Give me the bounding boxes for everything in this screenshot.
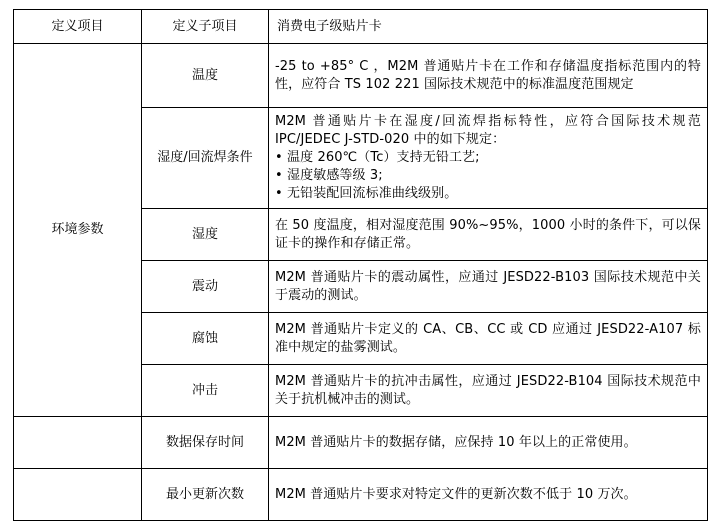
desc-temperature: -25 to +85° C ，M2M 普通贴片卡在工作和存储温度指标范围内的特性，应符合 TS 102 221 国际技术规范中的标准温度范围规定 bbox=[269, 44, 708, 108]
header-col-product: 消费电子级贴片卡 bbox=[269, 10, 708, 44]
group-label-environment: 环境参数 bbox=[14, 44, 142, 417]
desc-data-retention: M2M 普通贴片卡的数据存储，应保持 10 年以上的正常使用。 bbox=[269, 417, 708, 469]
sub-item-vibration: 震动 bbox=[142, 261, 269, 313]
sub-item-shock: 冲击 bbox=[142, 365, 269, 417]
empty-cell bbox=[14, 417, 142, 469]
sub-item-humidity: 湿度 bbox=[142, 209, 269, 261]
reflow-bullet: • 温度 260℃（Tc）支持无铅工艺; bbox=[275, 149, 701, 167]
header-row bbox=[14, 10, 708, 44]
sub-item-temperature: 温度 bbox=[142, 44, 269, 108]
desc-min-updates: M2M 普通贴片卡要求对特定文件的更新次数不低于 10 万次。 bbox=[269, 469, 708, 521]
desc-vibration: M2M 普通贴片卡的震动属性，应通过 JESD22-B103 国际技术规范中关于震动的测试。 bbox=[269, 261, 708, 313]
desc-corrosion: M2M 普通贴片卡定义的 CA、CB、CC 或 CD 应通过 JESD22-A107 标准中规定的盐雾测试。 bbox=[269, 313, 708, 365]
table-row bbox=[14, 44, 708, 108]
sub-item-min-updates: 最小更新次数 bbox=[142, 469, 269, 521]
sub-item-humidity-reflow: 湿度/回流焊条件 bbox=[142, 108, 269, 209]
table-row bbox=[14, 417, 708, 469]
desc-humidity: 在 50 度温度，相对湿度范围 90%~95%，1000 小时的条件下，可以保证卡的操作和存储正常。 bbox=[269, 209, 708, 261]
reflow-bullet: • 无铅装配回流标准曲线级别。 bbox=[275, 185, 701, 203]
reflow-bullet: • 湿度敏感等级 3; bbox=[275, 167, 701, 185]
reflow-intro: M2M 普通贴片卡在湿度/回流焊指标特性，应符合国际技术规范 IPC/JEDEC J-STD-020 中的如下规定： bbox=[275, 114, 701, 147]
reflow-bullet-list bbox=[275, 149, 701, 203]
desc-shock: M2M 普通贴片卡的抗冲击属性，应通过 JESD22-B104 国际技术规范中关于抗机械冲击的测试。 bbox=[269, 365, 708, 417]
spec-table bbox=[13, 9, 708, 521]
empty-cell bbox=[14, 469, 142, 521]
sub-item-data-retention: 数据保存时间 bbox=[142, 417, 269, 469]
table-row bbox=[14, 469, 708, 521]
sub-item-corrosion: 腐蚀 bbox=[142, 313, 269, 365]
header-col-subitem: 定义子项目 bbox=[142, 10, 269, 44]
header-col-item: 定义项目 bbox=[14, 10, 142, 44]
desc-humidity-reflow bbox=[269, 108, 708, 209]
